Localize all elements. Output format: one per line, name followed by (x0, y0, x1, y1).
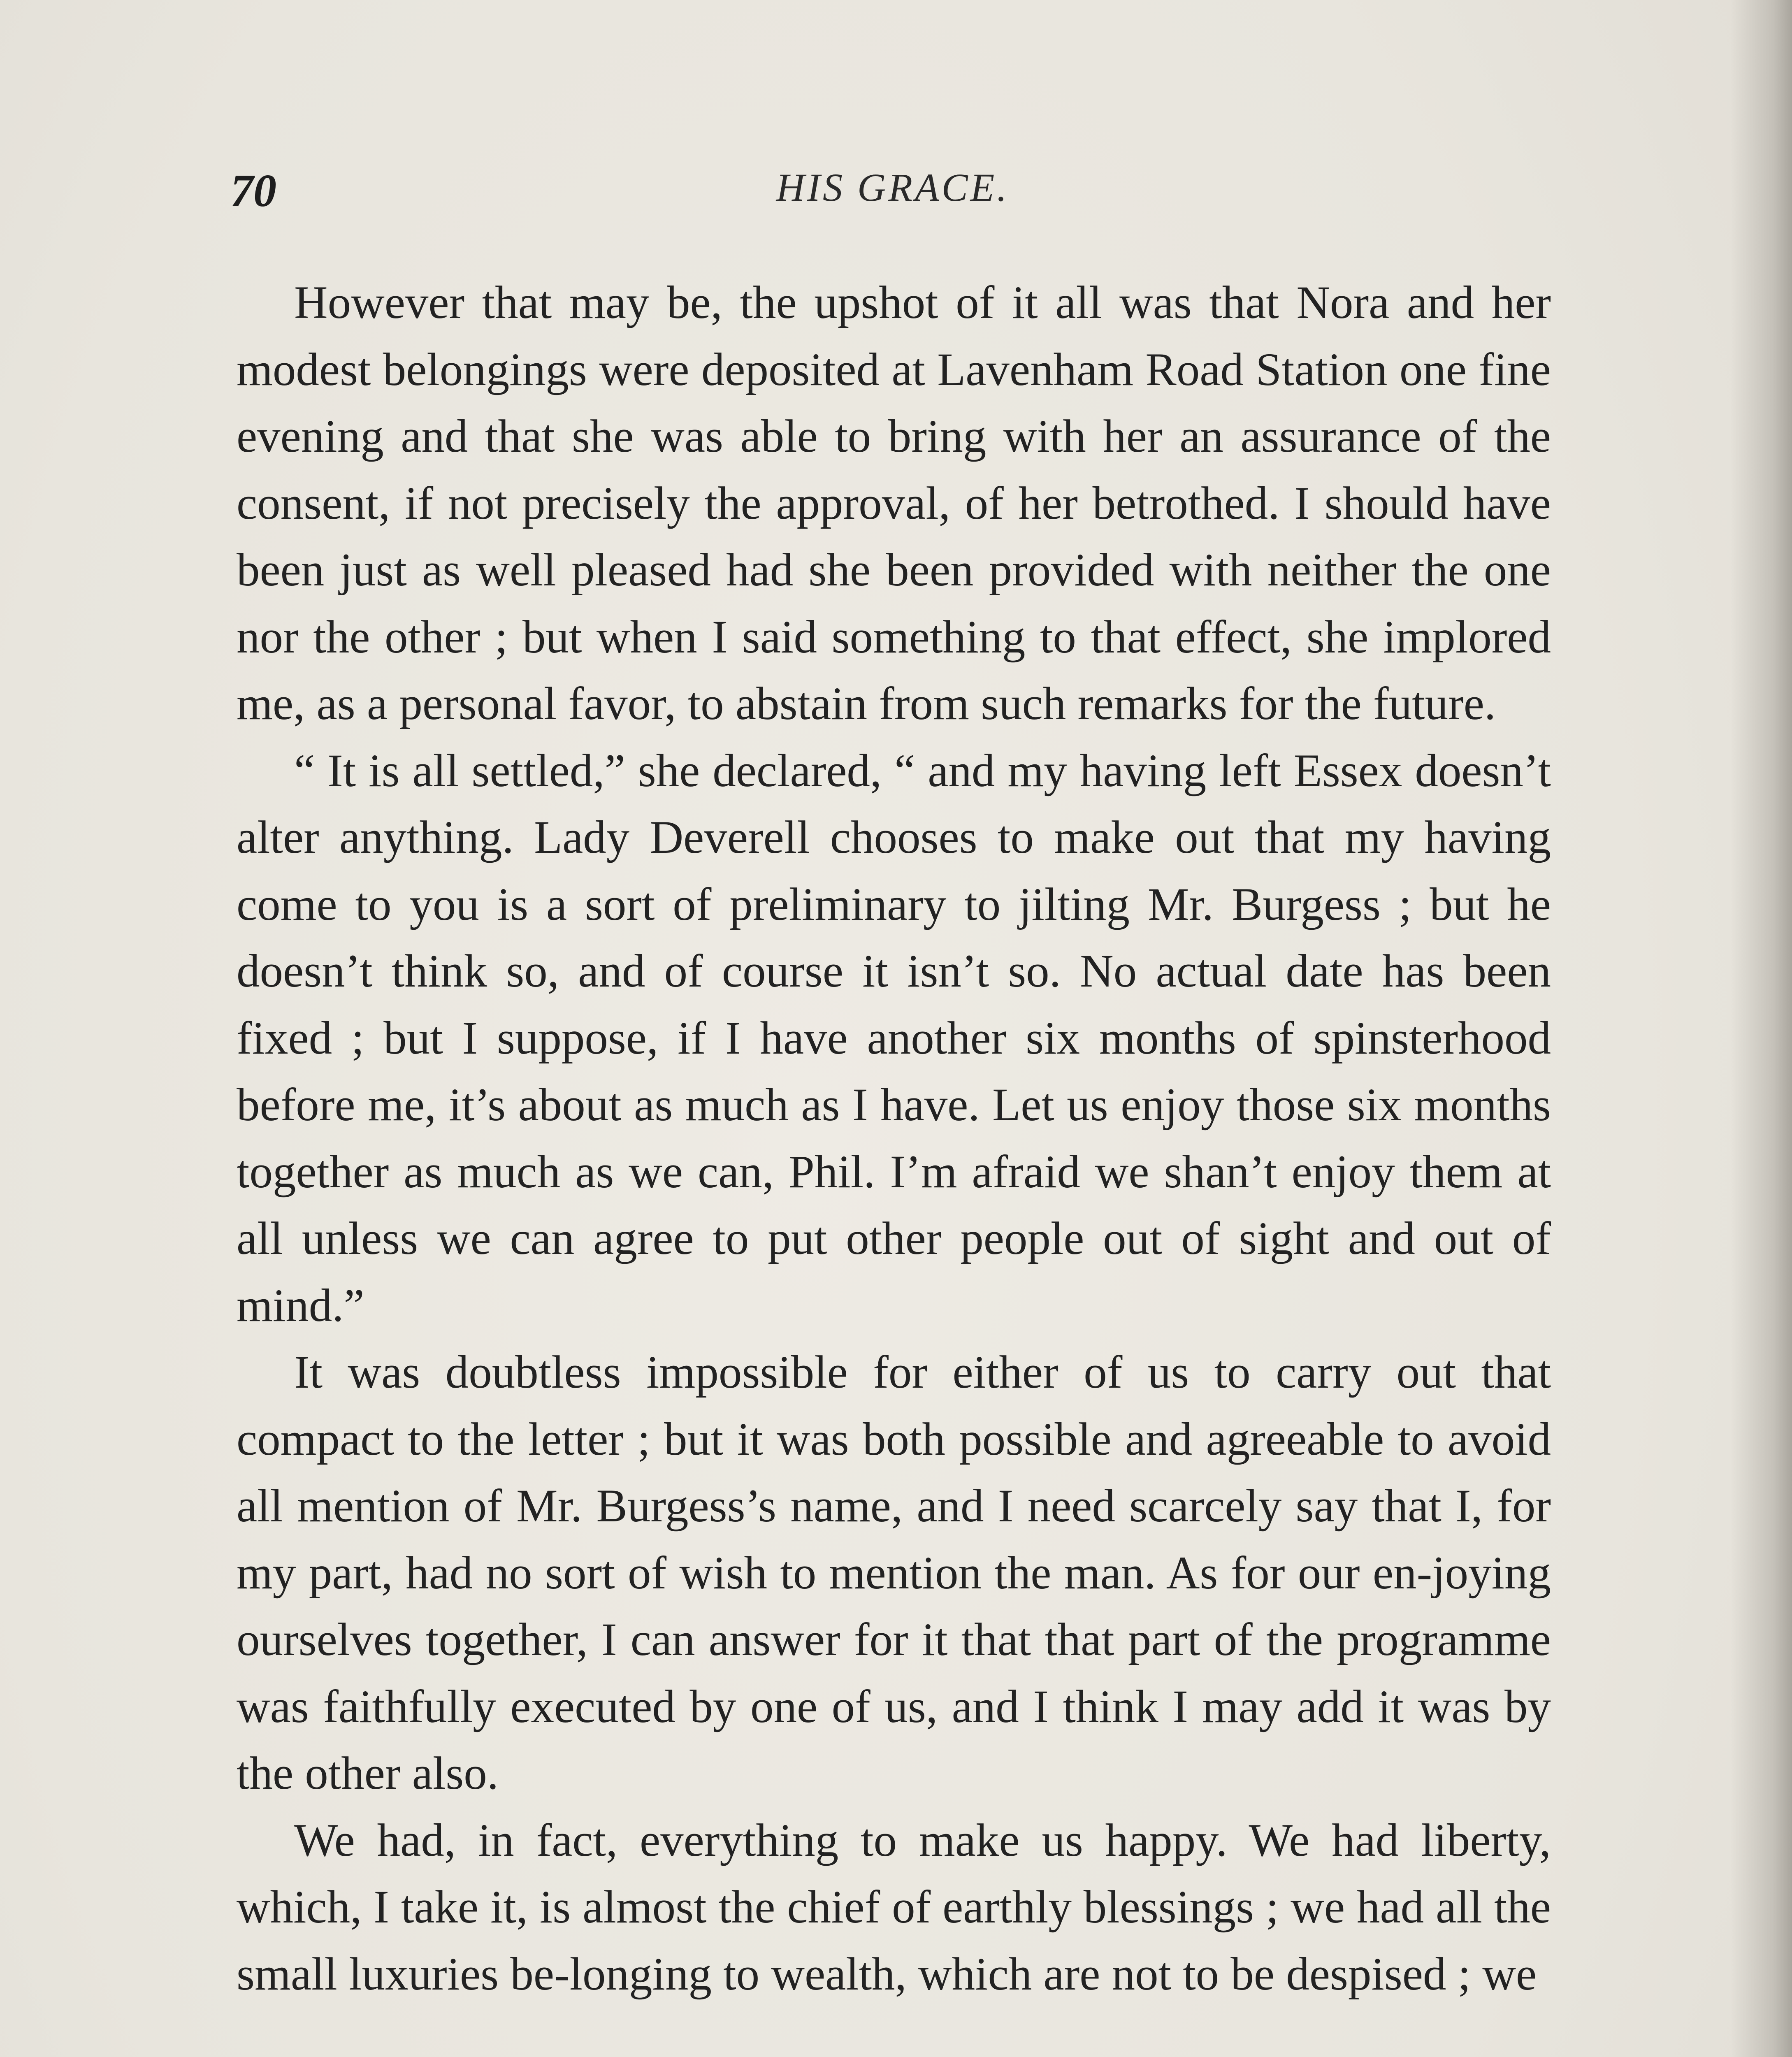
spine-shadow (1730, 0, 1792, 2057)
page-number: 70 (230, 165, 276, 216)
paragraph-3: It was doubtless impossible for either of us to carry out that compact to the letter ; but it was both possible and agreeable to avoid all mention of Mr. Burgess’s name, and I need scarcely say that I, for my part, had no sort of wish to mention the man. As for our en-joying ourselves together, I can answer for it that that part of the programme was faithfully executed by one of us, and I think I may add it was by the other also. (237, 1347, 1551, 1799)
paragraph-1: However that may be, the upshot of it all was that Nora and her modest belongings were deposited at Lavenham Road Station one fine evening and that she was able to bring with her an assurance of the consent, if not precisely the approval, of her betrothed. I should have been just as well pleased had she been provided with neither the one nor the other ; but when I said something to that effect, she implored me, as a personal favor, to abstain from such remarks for the future. (237, 277, 1551, 729)
paragraph-4: We had, in fact, everything to make us happy. We had liberty, which, I take it, is almost the chief of earthly blessings ; we had all the small luxuries be-longing to wealth, which are not to be despised ; we (237, 1814, 1551, 2000)
running-title: HIS GRACE. (776, 165, 1010, 209)
running-head (230, 165, 1555, 214)
paragraph-2: “ It is all settled,” she declared, “ and my having left Essex doesn’t alter anything. Lady Deverell chooses to make out that my having come to you is a sort of preliminary to jilting Mr. Burgess ; but he doesn’t think so, and of course it isn’t so. No actual date has been fixed ; but I suppose, if I have another six months of spinsterhood before me, it’s about as much as I have. Let us enjoy those six months together as much as we can, Phil. I’m afraid we shan’t enjoy them at all unless we can agree to put other people out of sight and out of mind.” (237, 745, 1551, 1331)
body-text (237, 269, 1551, 2008)
